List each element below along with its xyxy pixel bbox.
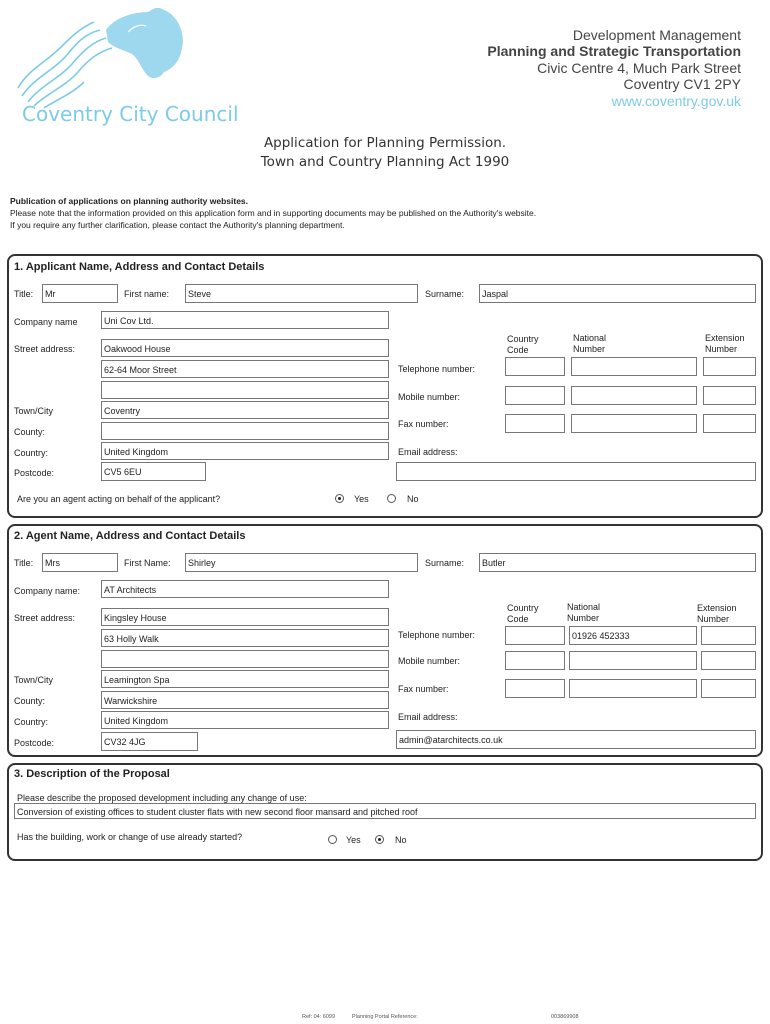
applicant-street-3-field[interactable] [101,381,389,399]
applicant-telephone-extension-field[interactable] [703,357,756,376]
notice-text-1: Please note that the information provided on this application form and in supporting documents may be published on the Authority's website. [10,208,537,218]
applicant-town-field[interactable]: Coventry [101,401,389,419]
applicant-fax-label: Fax number: [398,419,449,429]
applicant-mobile-country-code-field[interactable] [505,386,565,405]
applicant-country-code-header: Country Code [507,334,539,355]
footer-portal-reference: 003869908 [551,1014,579,1020]
started-yes-label: Yes [346,835,361,845]
applicant-title-label: Title: [14,289,34,299]
form-title: Application for Planning Permission. [263,135,507,151]
applicant-extension-header: Extension Number [705,333,745,354]
agent-surname-field[interactable]: Butler [479,553,756,572]
agent-company-label: Company name: [14,586,81,596]
agent-telephone-extension-field[interactable] [701,626,756,645]
footer-portal-label: Planning Portal Reference: [352,1014,418,1020]
agent-telephone-label: Telephone number: [398,630,476,640]
applicant-email-label: Email address: [398,447,458,457]
applicant-fax-extension-field[interactable] [703,414,756,433]
applicant-surname-label: Surname: [425,289,465,299]
department-line: Development Management [572,27,741,43]
agent-telephone-number-field[interactable]: 01926 452333 [569,626,697,645]
started-question: Has the building, work or change of use already started? [17,832,243,842]
agent-street-2-field[interactable]: 63 Holly Walk [101,629,389,647]
applicant-town-label: Town/City [14,406,54,416]
applicant-email-field[interactable] [396,462,756,481]
agent-fax-label: Fax number: [398,684,449,694]
footer-ref: Ref: 04: 6099 [302,1014,336,1020]
agent-email-field[interactable]: admin@atarchitects.co.uk [396,730,756,749]
applicant-street-label: Street address: [14,344,76,354]
applicant-telephone-number-field[interactable] [571,357,697,376]
proposal-describe-label: Please describe the proposed development including any change of use: [17,793,307,803]
proposal-description-field[interactable]: Conversion of existing offices to student cluster flats with new second floor mansard and pitched roof [14,803,756,819]
agent-town-field[interactable]: Leamington Spa [101,670,389,688]
applicant-section-title: 1. Applicant Name, Address and Contact Details [14,261,265,273]
agent-county-field[interactable]: Warwickshire [101,691,389,709]
agent-telephone-country-code-field[interactable] [505,626,565,645]
agent-postcode-field[interactable]: CV32 4JG [101,732,198,751]
applicant-postcode-field[interactable]: CV5 6EU [101,462,206,481]
applicant-country-field[interactable]: United Kingdom [101,442,389,460]
agent-county-label: County: [14,696,46,706]
agent-fax-country-code-field[interactable] [505,679,565,698]
applicant-country-label: Country: [14,448,49,458]
applicant-title-field[interactable]: Mr [42,284,118,303]
applicant-mobile-extension-field[interactable] [703,386,756,405]
agent-email-label: Email address: [398,712,458,722]
agent-title-field[interactable]: Mrs [42,553,118,572]
website-link[interactable]: www.coventry.gov.uk [611,93,741,109]
agent-fax-extension-field[interactable] [701,679,756,698]
started-yes-radio[interactable] [328,835,337,844]
agent-mobile-number-field[interactable] [569,651,697,670]
agent-mobile-country-code-field[interactable] [505,651,565,670]
agent-fax-number-field[interactable] [569,679,697,698]
agent-street-label: Street address: [14,613,76,623]
notice-text-2: If you require any further clarification, please contact the Authority's planning department. [10,220,345,230]
agent-street-1-field[interactable]: Kingsley House [101,608,389,626]
applicant-fax-number-field[interactable] [571,414,697,433]
agent-yes-label: Yes [354,494,369,504]
agent-country-field[interactable]: United Kingdom [101,711,389,729]
address-line: Civic Centre 4, Much Park Street [537,60,741,76]
city-postcode-line: Coventry CV1 2PY [623,76,741,92]
agent-title-label: Title: [14,558,34,568]
applicant-mobile-number-field[interactable] [571,386,697,405]
applicant-company-label: Company name [14,317,78,327]
form-subtitle: Town and Country Planning Act 1990 [260,154,510,170]
agent-first-name-label: First Name: [124,558,171,568]
division-line: Planning and Strategic Transportation [487,43,741,59]
applicant-mobile-label: Mobile number: [398,392,461,402]
applicant-postcode-label: Postcode: [14,468,55,478]
agent-country-code-header: Country Code [507,603,539,624]
agent-section-title: 2. Agent Name, Address and Contact Details [14,530,246,542]
agent-no-radio[interactable] [387,494,396,503]
agent-extension-header: Extension Number [697,603,737,624]
applicant-telephone-label: Telephone number: [398,364,476,374]
applicant-county-field[interactable] [101,422,389,440]
applicant-fax-country-code-field[interactable] [505,414,565,433]
started-no-label: No [395,835,407,845]
agent-company-field[interactable]: AT Architects [101,580,389,598]
agent-mobile-label: Mobile number: [398,656,461,666]
proposal-section-title: 3. Description of the Proposal [14,768,170,780]
applicant-national-number-header: National Number [573,333,607,354]
applicant-street-2-field[interactable]: 62-64 Moor Street [101,360,389,378]
started-no-radio[interactable] [375,835,384,844]
applicant-telephone-country-code-field[interactable] [505,357,565,376]
agent-postcode-label: Postcode: [14,738,55,748]
applicant-county-label: County: [14,427,46,437]
applicant-first-name-field[interactable]: Steve [185,284,418,303]
agent-no-label: No [407,494,419,504]
agent-surname-label: Surname: [425,558,465,568]
council-name: Coventry City Council [22,102,239,126]
agent-first-name-field[interactable]: Shirley [185,553,418,572]
agent-national-number-header: National Number [567,602,601,623]
applicant-first-name-label: First name: [124,289,170,299]
agent-question: Are you an agent acting on behalf of the applicant? [17,494,221,504]
agent-mobile-extension-field[interactable] [701,651,756,670]
applicant-surname-field[interactable]: Jaspal [479,284,756,303]
agent-town-label: Town/City [14,675,54,685]
notice-heading: Publication of applications on planning authority websites. [10,196,249,206]
agent-street-3-field[interactable] [101,650,389,668]
applicant-street-1-field[interactable]: Oakwood House [101,339,389,357]
agent-yes-radio[interactable] [335,494,344,503]
agent-country-label: Country: [14,717,49,727]
applicant-company-field[interactable]: Uni Cov Ltd. [101,311,389,329]
